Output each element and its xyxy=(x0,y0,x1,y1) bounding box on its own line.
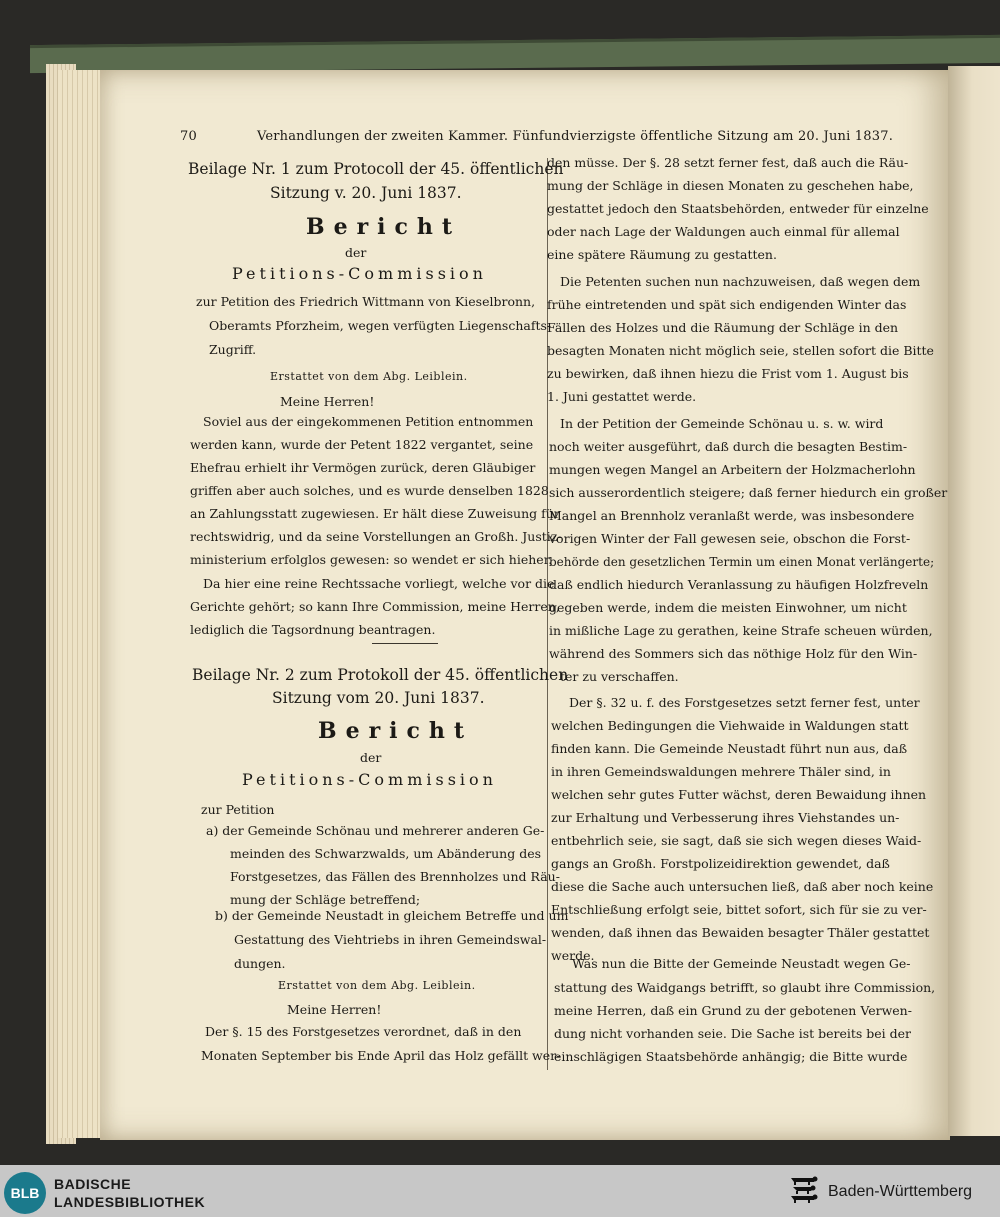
right-column-line: welchen Bedingungen die Viehwaide in Waldungen statt xyxy=(551,718,909,733)
right-column-line: Die Petenten suchen nun nachzuweisen, daß wegen dem xyxy=(560,274,921,289)
beilage1-body-line: an Zahlungsstatt zugewiesen. Er hält diese Zuweisung für xyxy=(190,506,560,521)
beilage1-body-line: ministerium erfolglos gewesen: so wendet er sich hieher. xyxy=(190,552,553,567)
right-column-line: zu bewirken, daß ihnen hiezu die Frist vom 1. August bis xyxy=(547,366,909,381)
column-divider xyxy=(547,158,548,1070)
right-column-line: noch weiter ausgeführt, daß durch die besagten Bestim- xyxy=(549,439,908,454)
beilage2-body-line: Der §. 15 des Forstgesetzes verordnet, daß in den xyxy=(205,1024,522,1039)
right-column-line: sich ausserordentlich steigere; daß ferner hiedurch ein großer xyxy=(549,485,948,500)
right-column-line: mung der Schläge in diesen Monaten zu geschehen habe, xyxy=(547,178,914,193)
right-column-line: Entschließung erfolgt seie, bittet sofort, sich für sie zu ver- xyxy=(551,902,927,917)
right-column-line: zur Erhaltung und Verbesserung ihres Viehstandes un- xyxy=(551,810,900,825)
beilage1-body-line: Da hier eine reine Rechtssache vorliegt, welche vor die xyxy=(203,576,555,591)
right-column-line: finden kann. Die Gemeinde Neustadt führt nun aus, daß xyxy=(551,741,908,756)
beilage2-item-line: Forstgesetzes, das Fällen des Brennholzes und Räu- xyxy=(230,869,560,884)
blb-logo-icon[interactable] xyxy=(4,1172,46,1214)
right-column-line: welchen sehr gutes Futter wächst, deren Bewaidung ihnen xyxy=(551,787,927,802)
beilage1-body-line: lediglich die Tagsordnung beantragen. xyxy=(190,622,436,637)
right-column-line: behörde den gesetzlichen Termin um einen Monat verlängerte; xyxy=(549,555,935,569)
beilage2-erstattet: Erstattet von dem Abg. Leiblein. xyxy=(278,979,476,992)
right-column-line: meine Herren, daß ein Grund zu der gebotenen Verwen- xyxy=(554,1003,912,1018)
beilage1-body-line: griffen aber auch solches, und es wurde denselben 1828 xyxy=(190,483,549,498)
right-column-line: während des Sommers sich das nöthige Holz für den Win- xyxy=(549,646,918,661)
beilage1-title-line: Beilage Nr. 1 zum Protocoll der 45. öffentlichen xyxy=(188,160,564,178)
beilage2-commission: Petitions-Commission xyxy=(242,770,497,789)
beilage2-item-line: dungen. xyxy=(234,956,286,971)
beilage1-heading: Bericht xyxy=(306,214,462,240)
right-column-line: eine spätere Räumung zu gestatten. xyxy=(547,247,777,262)
right-column-line: Fällen des Holzes und die Räumung der Schläge in den xyxy=(547,320,899,335)
beilage1-salutation: Meine Herren! xyxy=(280,394,375,409)
facing-page-edge xyxy=(948,66,1000,1136)
right-column-line: gegeben werde, indem die meisten Einwohner, um nicht xyxy=(549,600,907,615)
right-column-line: mungen wegen Mangel an Arbeitern der Holzmacherlohn xyxy=(549,462,916,477)
section-separator xyxy=(372,643,438,644)
right-column-line: ter zu verschaffen. xyxy=(560,669,679,684)
beilage1-body-line: Gerichte gehört; so kann Ihre Commission, meine Herren, xyxy=(190,599,560,614)
beilage2-title-line: Beilage Nr. 2 zum Protokoll der 45. öffentlichen xyxy=(192,666,569,684)
beilage2-title-line: Sitzung vom 20. Juni 1837. xyxy=(272,689,485,707)
right-column-line: besagten Monaten nicht möglich seie, stellen sofort die Bitte xyxy=(547,343,934,358)
right-column-line: 1. Juni gestattet werde. xyxy=(547,389,697,404)
state-name: Baden-Württemberg xyxy=(828,1183,973,1200)
beilage2-item-line: mung der Schläge betreffend; xyxy=(230,892,421,907)
right-column-line: den müsse. Der §. 28 setzt ferner fest, daß auch die Räu- xyxy=(547,155,909,170)
right-column-line: Mangel an Brennholz veranlaßt werde, was insbesondere xyxy=(549,508,915,523)
right-column-line: Was nun die Bitte der Gemeinde Neustadt wegen Ge- xyxy=(572,956,911,971)
beilage1-subject-line: Zugriff. xyxy=(209,342,257,357)
beilage1-der: der xyxy=(345,245,367,260)
right-column-line: einschlägigen Staatsbehörde anhängig; die Bitte wurde xyxy=(554,1049,908,1064)
blb-logo-text: BLB xyxy=(10,1185,40,1201)
right-column-line: Der §. 32 u. f. des Forstgesetzes setzt ferner fest, unter xyxy=(569,695,920,710)
book-cover-edge xyxy=(30,35,1000,73)
beilage1-erstattet: Erstattet von dem Abg. Leiblein. xyxy=(270,370,468,383)
beilage2-body-line: Monaten September bis Ende April das Holz gefällt wer- xyxy=(201,1048,561,1063)
right-column-line: werde. xyxy=(551,948,595,963)
beilage2-item-line: meinden des Schwarzwalds, um Abänderung des xyxy=(230,846,542,861)
baden-wuerttemberg-lions-icon xyxy=(788,1173,820,1209)
beilage2-der: der xyxy=(360,750,382,765)
right-column-line: diese die Sache auch untersuchen ließ, daß aber noch keine xyxy=(551,879,934,894)
right-column-line: entbehrlich seie, sie sagt, daß sie sich wegen dieses Waid- xyxy=(551,833,922,848)
beilage2-salutation: Meine Herren! xyxy=(287,1002,382,1017)
right-column-line: gangs an Großh. Forstpolizeidirektion gewendet, daß xyxy=(551,856,890,871)
beilage1-title-line: Sitzung v. 20. Juni 1837. xyxy=(270,184,462,202)
beilage1-body-line: werden kann, wurde der Petent 1822 vergantet, seine xyxy=(190,437,534,452)
beilage1-subject-line: Oberamts Pforzheim, wegen verfügten Liegenschafts- xyxy=(209,318,552,333)
right-column-line: stattung des Waidgangs betrifft, so glaubt ihre Commission, xyxy=(554,980,936,995)
running-head-title: Verhandlungen der zweiten Kammer. Fünfundvierzigste öffentliche Sitzung am 20. Juni 1837. xyxy=(256,129,894,144)
beilage1-commission: Petitions-Commission xyxy=(232,264,487,283)
right-column-line: vorigen Winter der Fall gewesen seie, obschon die Forst- xyxy=(549,531,911,546)
right-column-line: wenden, daß ihnen das Bewaiden besagter Thäler gestattet xyxy=(551,925,930,940)
right-column-line: oder nach Lage der Waldungen auch einmal für allemal xyxy=(547,224,900,239)
right-column-line: gestattet jedoch den Staatsbehörden, entweder für einzelne xyxy=(547,201,929,216)
beilage1-body-line: rechtswidrig, und da seine Vorstellungen an Großh. Justiz- xyxy=(190,529,562,544)
beilage2-zur: zur Petition xyxy=(201,802,275,817)
right-column-line: in mißliche Lage zu gerathen, keine Strafe scheuen würden, xyxy=(549,623,933,638)
page-number: 70 xyxy=(180,129,197,144)
institution-name-line1: BADISCHE xyxy=(54,1176,132,1192)
beilage2-item-line: b) der Gemeinde Neustadt in gleichem Betreffe und um xyxy=(215,908,569,923)
institution-name-line2: LANDESBIBLIOTHEK xyxy=(54,1194,206,1210)
beilage2-heading: Bericht xyxy=(318,718,474,744)
beilage1-subject-line: zur Petition des Friedrich Wittmann von Kieselbronn, xyxy=(196,294,536,309)
beilage2-item-line: a) der Gemeinde Schönau und mehrerer anderen Ge- xyxy=(206,823,545,838)
beilage2-item-line: Gestattung des Viehtriebs in ihren Gemeindswal- xyxy=(234,932,547,947)
right-column-line: dung nicht vorhanden seie. Die Sache ist bereits bei der xyxy=(554,1026,912,1041)
running-head xyxy=(180,130,893,143)
beilage1-body-line: Ehefrau erhielt ihr Vermögen zurück, deren Gläubiger xyxy=(190,460,536,475)
right-column-line: daß endlich hiedurch Veranlassung zu häufigen Holzfreveln xyxy=(549,577,929,592)
right-column-line: frühe eintretenden und spät sich endigenden Winter das xyxy=(547,297,907,312)
right-column-line: in ihren Gemeindswaldungen mehrere Thäler sind, in xyxy=(551,764,891,779)
beilage1-body-line: Soviel aus der eingekommenen Petition entnommen xyxy=(203,414,534,429)
right-column-line: In der Petition der Gemeinde Schönau u. s. w. wird xyxy=(560,416,884,431)
